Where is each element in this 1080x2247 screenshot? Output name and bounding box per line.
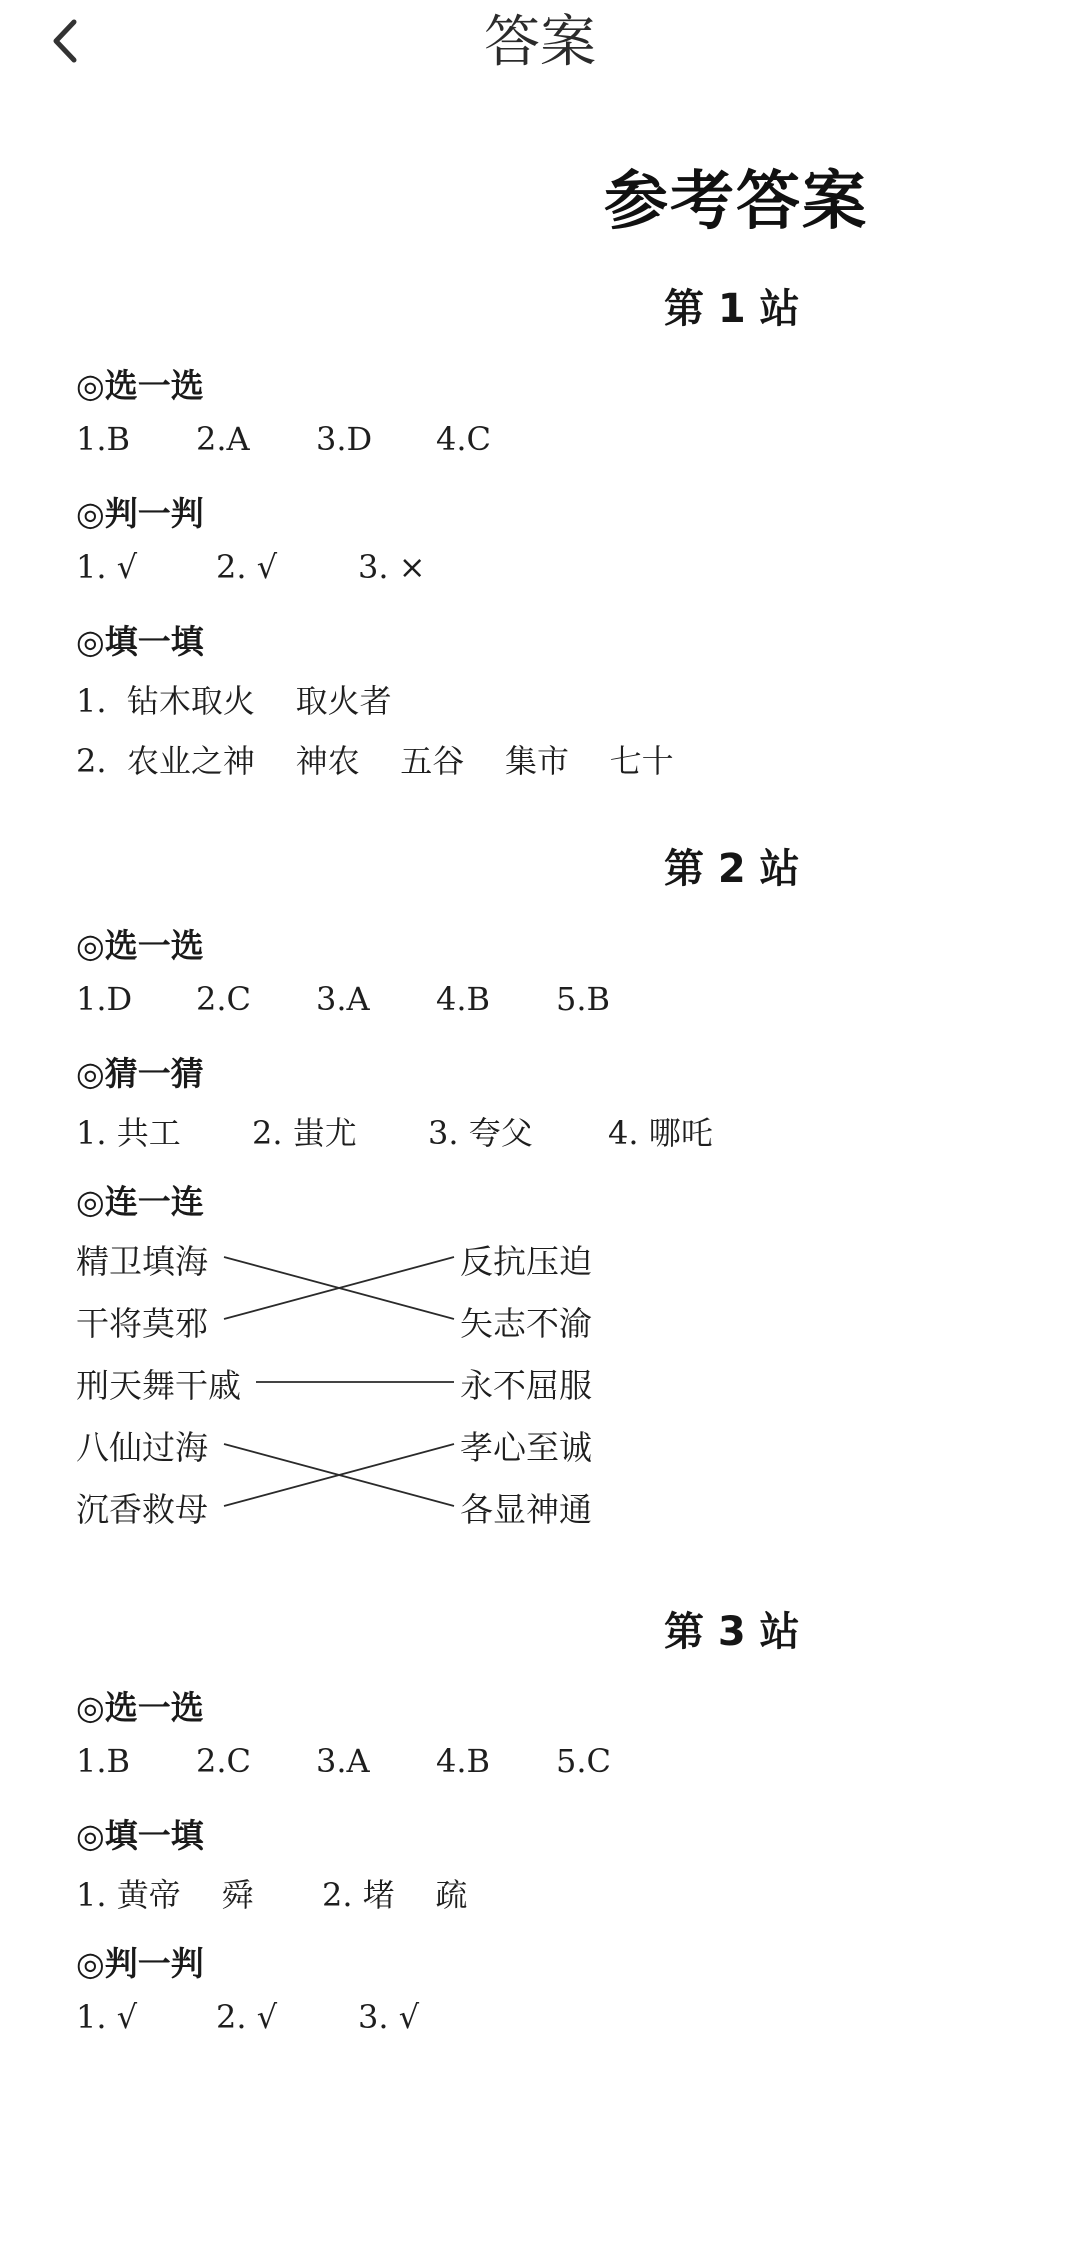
section-label: ◎判一判 [76, 1944, 204, 1983]
answer-item: 2.A [196, 420, 250, 458]
answer-item: 3. × [358, 548, 426, 586]
answer-item: 3.A [316, 980, 370, 1018]
answer-item: 4. 哪吒 [608, 1114, 713, 1152]
answer-item: 1.B [76, 1742, 131, 1780]
answer-item: 3. √ [358, 1998, 420, 2036]
answer-item: 2. 堵 疏 [322, 1876, 468, 1914]
answer-item: 2. √ [216, 548, 278, 586]
answer-item: 3. 夸父 [428, 1114, 533, 1152]
match-right-item: 各显神通 [460, 1490, 592, 1529]
section-label: ◎判一判 [76, 494, 204, 533]
answer-item: 1. 黄帝 舜 [76, 1876, 254, 1914]
answer-item: 1. √ [76, 548, 138, 586]
match-left-item: 沉香救母 [76, 1490, 208, 1529]
station-title: 第 3 站 [664, 1609, 800, 1655]
answer-item: 4.B [436, 1742, 491, 1780]
answer-item: 2.C [196, 1742, 252, 1780]
answer-item: 1.B [76, 420, 131, 458]
answer-sheet [0, 92, 1080, 2247]
match-right-item: 反抗压迫 [460, 1242, 592, 1281]
navbar [0, 0, 1080, 92]
section-label: ◎猜一猜 [76, 1054, 204, 1093]
match-right-item: 矢志不渝 [460, 1304, 592, 1343]
section-label: ◎选一选 [76, 926, 204, 965]
answer-item: 2.C [196, 980, 252, 1018]
match-left-item: 八仙过海 [76, 1428, 208, 1467]
answer-item: 1. √ [76, 1998, 138, 2036]
answer-item: 5.C [556, 1742, 612, 1780]
answer-item: 1. 钻木取火 取火者 [76, 682, 392, 720]
page-title: 答案 [484, 10, 596, 75]
match-right-item: 孝心至诚 [460, 1428, 592, 1467]
answer-item: 2. √ [216, 1998, 278, 2036]
matching-exercise [70, 1232, 630, 1652]
section-label: ◎选一选 [76, 1688, 204, 1727]
answer-item: 2. 农业之神 神农 五谷 集市 七十 [76, 742, 674, 780]
answer-item: 4.C [436, 420, 492, 458]
station-title: 第 2 站 [664, 846, 800, 892]
answer-item: 4.B [436, 980, 491, 1018]
answer-item: 3.A [316, 1742, 370, 1780]
answer-item: 5.B [556, 980, 611, 1018]
match-left-item: 干将莫邪 [76, 1304, 208, 1343]
answer-item: 2. 蚩尤 [252, 1114, 357, 1152]
section-label: ◎填一填 [76, 1816, 204, 1855]
match-left-item: 刑天舞干戚 [76, 1366, 241, 1405]
station-title: 第 1 站 [664, 286, 800, 332]
document-title: 参考答案 [604, 165, 868, 239]
section-label: ◎填一填 [76, 622, 204, 661]
section-label: ◎选一选 [76, 366, 204, 405]
answer-item: 1.D [76, 980, 133, 1018]
section-label: ◎连一连 [76, 1182, 204, 1221]
answer-item: 3.D [316, 420, 373, 458]
answer-item: 1. 共工 [76, 1114, 181, 1152]
match-right-item: 永不屈服 [460, 1366, 592, 1405]
match-left-item: 精卫填海 [76, 1242, 208, 1281]
